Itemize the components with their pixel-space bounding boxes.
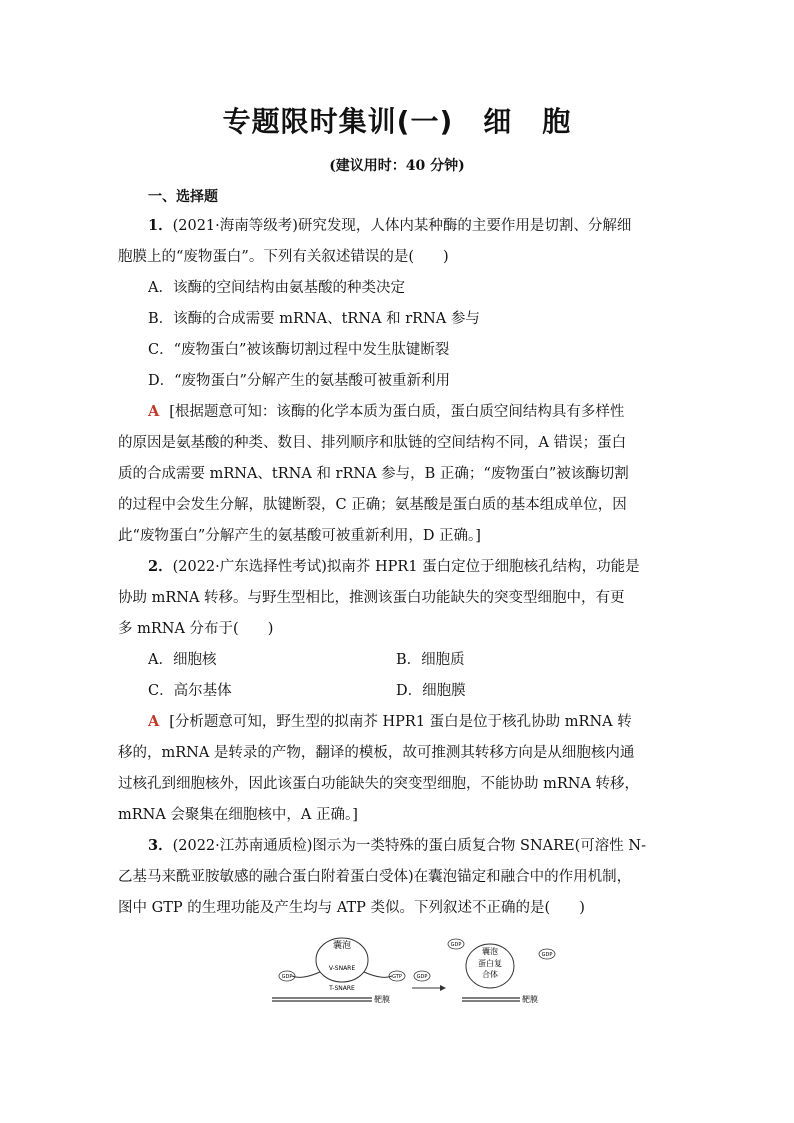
section-heading: 一、选择题 (148, 189, 218, 205)
title-topic-1: 细 (483, 105, 513, 138)
q1-answer: A (148, 403, 160, 420)
q2-answer: A (148, 713, 160, 730)
q2-option-a: A．细胞核 (148, 652, 217, 668)
page-title (0, 100, 794, 140)
v-snare-label: V-SNARE (328, 965, 356, 972)
q1-option-a: A．该酶的空间结构由氨基酸的种类决定 (148, 280, 405, 296)
vesicle-right-label: 囊泡 (482, 947, 498, 956)
q2-options-row-2 (148, 681, 678, 701)
gdp-a-label: GDP (450, 942, 462, 948)
q2-option-d: D．细胞膜 (396, 683, 466, 699)
q2-option-b: B．细胞质 (396, 652, 465, 668)
q2-line-1: 2．(2022·广东选择性考试)拟南芥 HPR1 蛋白定位于细胞核孔结构，功能是 (148, 558, 640, 575)
gdp-b-label: GDP (541, 952, 553, 958)
target-membrane-left-label: 靶膜 (374, 995, 390, 1004)
q1-explanation-2: 的原因是氨基酸的种类、数目、排列顺序和肽链的空间结构不同，A 错误；蛋白 (118, 435, 627, 451)
vesicle-left-label: 囊泡 (332, 941, 352, 951)
q2-explanation-4: mRNA 会聚集在细胞核中，A 正确。] (118, 807, 358, 823)
q1-option-b: B．该酶的合成需要 mRNA、tRNA 和 rRNA 参与 (148, 311, 480, 327)
q2-explanation-1: A [分析题意可知，野生型的拟南芥 HPR1 蛋白是位于核孔协助 mRNA 转 (148, 713, 632, 730)
gtp-label: GTP (392, 974, 402, 980)
q1-explanation-3: 质的合成需要 mRNA、tRNA 和 rRNA 参与，B 正确；“废物蛋白”被该酶切割 (118, 466, 629, 482)
complex-label-1: 蛋白复 (478, 959, 502, 968)
q2-explanation-2: 移的，mRNA 是转录的产物，翻译的模板，故可推测其转移方向是从细胞核内通 (118, 745, 635, 761)
q1-option-d: D．“废物蛋白”分解产生的氨基酸可被重新利用 (148, 373, 450, 389)
title-topic-2: 胞 (542, 105, 572, 138)
q2-line-2: 协助 mRNA 转移。与野生型相比，推测该蛋白功能缺失的突变型细胞中，有更 (118, 590, 625, 606)
gdp-left-label: GDP (281, 974, 293, 980)
q1-explanation-1: A [根据题意可知：该酶的化学本质为蛋白质，蛋白质空间结构具有多样性 (148, 403, 625, 420)
q3-line-3: 图中 GTP 的生理功能及产生均与 ATP 类似。下列叙述不正确的是( ) (118, 900, 585, 916)
q1-line-1: 1．(2021·海南等级考)研究发现，人体内某种酶的主要作用是切割、分解细 (148, 217, 632, 234)
q3-line-1: 3．(2022·江苏南通质检)图示为一类特殊的蛋白质复合物 SNARE(可溶性 N- (148, 837, 646, 854)
suggested-time: (建议用时：40 分钟) (329, 158, 465, 174)
q1-line-2: 胞膜上的“废物蛋白”。下列有关叙述错误的是( ) (118, 249, 449, 265)
t-snare-label: T-SNARE (329, 985, 355, 992)
q1-explanation-5: 此“废物蛋白”分解产生的氨基酸可被重新利用，D 正确。] (118, 528, 481, 544)
q2-explanation-3: 过核孔到细胞核外，因此该蛋白功能缺失的突变型细胞，不能协助 mRNA 转移， (118, 776, 640, 792)
target-membrane-right-label: 靶膜 (522, 995, 538, 1004)
tether-left (292, 972, 320, 977)
title-main: 专题限时集训(一) (222, 105, 454, 138)
snare-mechanism-figure (262, 932, 562, 1012)
tether-right (364, 972, 392, 977)
q1-explanation-4: 的过程中会发生分解，肽键断裂，C 正确；氨基酸是蛋白质的基本组成单位，因 (118, 497, 627, 513)
q3-line-2: 乙基马来酰亚胺敏感的融合蛋白附着蛋白受体)在囊泡锚定和融合中的作用机制， (118, 869, 632, 885)
q1-option-c: C．“废物蛋白”被该酶切割过程中发生肽键断裂 (148, 342, 450, 358)
q2-options-row-1 (148, 650, 678, 670)
q2-option-c: C．高尔基体 (148, 683, 232, 699)
q2-line-3: 多 mRNA 分布于( ) (118, 621, 274, 637)
gdp-right-label: GDP (416, 974, 428, 980)
complex-label-2: 合体 (482, 970, 498, 979)
